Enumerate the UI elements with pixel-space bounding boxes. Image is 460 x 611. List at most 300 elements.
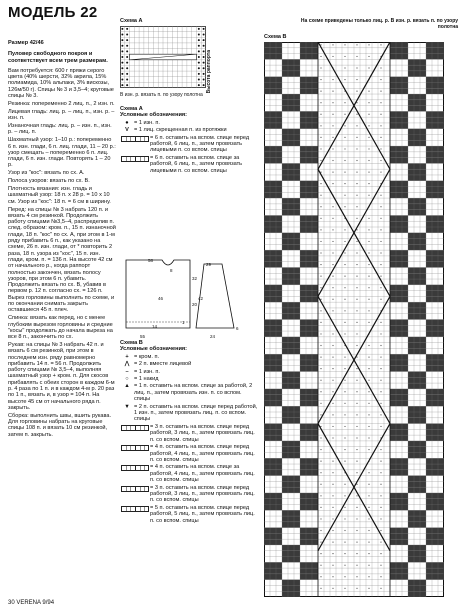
purl-dot (126, 33, 128, 35)
purl-cell (306, 181, 312, 187)
purl-cell (432, 389, 438, 395)
purl-cell (294, 233, 300, 239)
purl-dot (121, 33, 123, 35)
purl-cell (276, 331, 282, 337)
dimension-label: 42 (198, 296, 204, 301)
purl-cell (306, 262, 312, 268)
purl-cell (438, 331, 444, 337)
stitch-symbol-icon: ● (125, 119, 129, 126)
purl-cell (402, 48, 408, 54)
purl-dot (344, 530, 345, 531)
purl-cell (420, 59, 426, 65)
purl-cell (390, 42, 396, 48)
purl-dot (332, 264, 333, 265)
purl-cell (396, 354, 402, 360)
purl-cell (282, 308, 288, 314)
purl-cell (420, 481, 426, 487)
purl-cell (414, 314, 420, 320)
purl-cell (420, 279, 426, 285)
purl-cell (282, 135, 288, 141)
purl-cell (282, 198, 288, 204)
purl-cell (396, 192, 402, 198)
purl-cell (438, 400, 444, 406)
purl-dot (344, 368, 345, 369)
purl-dot (320, 241, 321, 242)
purl-dot (344, 276, 345, 277)
purl-cell (306, 123, 312, 129)
purl-cell (312, 533, 318, 539)
purl-cell (426, 152, 432, 158)
purl-dot (344, 576, 345, 577)
purl-cell (294, 377, 300, 383)
purl-dot (380, 391, 381, 392)
purl-cell (432, 54, 438, 60)
purl-dot (368, 252, 369, 253)
purl-cell (408, 447, 414, 453)
purl-cell (264, 505, 270, 511)
purl-cell (402, 291, 408, 297)
legend-a-text: = 6 п. оставить на вспом. спице за работой, 6 лиц. п., затем провязать лицевыми п. со вспом. спицы (150, 154, 243, 174)
purl-cell (264, 82, 270, 88)
purl-dot (198, 33, 200, 35)
purl-dot (344, 310, 345, 311)
purl-cell (312, 158, 318, 164)
purl-cell (300, 146, 306, 152)
purl-cell (414, 302, 420, 308)
purl-cell (270, 458, 276, 464)
purl-cell (270, 111, 276, 117)
purl-dot (344, 322, 345, 323)
purl-cell (264, 221, 270, 227)
purl-cell (396, 360, 402, 366)
purl-dot (356, 391, 357, 392)
purl-cell (306, 88, 312, 94)
purl-cell (264, 320, 270, 326)
purl-dot (356, 588, 357, 589)
purl-dot (320, 403, 321, 404)
purl-cell (414, 204, 420, 210)
purl-cell (438, 88, 444, 94)
purl-cell (390, 464, 396, 470)
purl-cell (432, 262, 438, 268)
purl-cell (396, 48, 402, 54)
purl-cell (282, 510, 288, 516)
purl-dot (356, 380, 357, 381)
purl-dot (203, 39, 205, 41)
purl-cell (282, 377, 288, 383)
paragraph: Полоса узоров: вязать по сх. В. (8, 178, 90, 185)
purl-cell (264, 88, 270, 94)
purl-cell (288, 302, 294, 308)
purl-cell (294, 198, 300, 204)
purl-cell (408, 337, 414, 343)
purl-cell (294, 267, 300, 273)
purl-cell (396, 470, 402, 476)
purl-cell (300, 158, 306, 164)
purl-cell (306, 366, 312, 372)
legend-a (120, 106, 258, 175)
purl-cell (396, 215, 402, 221)
purl-cell (432, 435, 438, 441)
purl-cell (390, 123, 396, 129)
purl-cell (390, 568, 396, 574)
purl-cell (312, 574, 318, 580)
purl-cell (420, 71, 426, 77)
purl-cell (438, 539, 444, 545)
purl-cell (288, 308, 294, 314)
purl-cell (402, 77, 408, 83)
purl-cell (282, 267, 288, 273)
purl-cell (396, 435, 402, 441)
purl-cell (276, 285, 282, 291)
purl-cell (408, 452, 414, 458)
legend-b-item (120, 505, 258, 524)
purl-dot (368, 241, 369, 242)
purl-cell (408, 106, 414, 112)
purl-dot (380, 91, 381, 92)
purl-cell (396, 429, 402, 435)
purl-dot (344, 252, 345, 253)
purl-cell (300, 424, 306, 430)
purl-cell (276, 505, 282, 511)
purl-cell (390, 54, 396, 60)
purl-cell (408, 551, 414, 557)
purl-cell (300, 505, 306, 511)
purl-dot (320, 472, 321, 473)
purl-cell (438, 458, 444, 464)
purl-cell (312, 88, 318, 94)
purl-cell (306, 528, 312, 534)
purl-cell (414, 343, 420, 349)
purl-cell (426, 77, 432, 83)
purl-dot (356, 553, 357, 554)
purl-cell (396, 152, 402, 158)
purl-cell (408, 510, 414, 516)
purl-cell (312, 187, 318, 193)
purl-dot (368, 137, 369, 138)
purl-dot (320, 195, 321, 196)
purl-cell (426, 117, 432, 123)
purl-cell (414, 135, 420, 141)
purl-cell (264, 227, 270, 233)
purl-dot (380, 299, 381, 300)
purl-cell (408, 545, 414, 551)
purl-cell (426, 42, 432, 48)
purl-cell (300, 82, 306, 88)
purl-cell (408, 169, 414, 175)
legend-a-item (120, 135, 258, 154)
legend-b-text: = 4 п. оставить на вспом. спице за работой, 4 лиц. п., затем провязать лиц. п. со вспом. спицы (150, 464, 255, 484)
purl-cell (264, 152, 270, 158)
purl-cell (306, 470, 312, 476)
purl-dot (320, 588, 321, 589)
legend-b-text: = 1 п. оставить на вспом. спице за работой, 2 лиц. п., затем провязать изн. п. со вспом. спицы (134, 383, 253, 403)
purl-cell (288, 487, 294, 493)
purl-cell (426, 82, 432, 88)
purl-cell (396, 320, 402, 326)
purl-dot (356, 137, 357, 138)
purl-dot (121, 62, 123, 64)
purl-cell (414, 406, 420, 412)
purl-dot (203, 33, 205, 35)
legend-b-item (120, 383, 258, 402)
purl-dot (203, 56, 205, 58)
purl-dot (356, 67, 357, 68)
legend-a-subtitle: Условные обозначения: (120, 112, 188, 119)
purl-dot (368, 380, 369, 381)
purl-dot (332, 518, 333, 519)
purl-cell (390, 325, 396, 331)
purl-dot (198, 39, 200, 41)
purl-cell (396, 291, 402, 297)
purl-cell (276, 354, 282, 360)
purl-cell (402, 574, 408, 580)
purl-dot (368, 345, 369, 346)
purl-cell (414, 94, 420, 100)
purl-cell (288, 129, 294, 135)
purl-cell (414, 441, 420, 447)
purl-cell (426, 499, 432, 505)
purl-cell (402, 389, 408, 395)
purl-cell (438, 464, 444, 470)
purl-cell (402, 464, 408, 470)
purl-cell (414, 591, 420, 597)
legend-b-item (120, 424, 258, 443)
purl-cell (270, 42, 276, 48)
purl-cell (420, 175, 426, 181)
purl-dot (380, 276, 381, 277)
purl-cell (426, 88, 432, 94)
purl-dot (356, 195, 357, 196)
purl-cell (420, 302, 426, 308)
purl-cell (312, 366, 318, 372)
purl-dot (332, 91, 333, 92)
purl-cell (288, 452, 294, 458)
purl-dot (198, 73, 200, 75)
purl-cell (276, 458, 282, 464)
chart-a-bottom-label: В изн. р. вязать п. по узору полотна (120, 92, 203, 98)
purl-dot (320, 91, 321, 92)
purl-cell (414, 273, 420, 279)
purl-cell (408, 481, 414, 487)
purl-cell (402, 470, 408, 476)
purl-cell (282, 372, 288, 378)
purl-cell (288, 383, 294, 389)
purl-dot (344, 137, 345, 138)
purl-cell (270, 88, 276, 94)
purl-cell (294, 412, 300, 418)
purl-cell (300, 562, 306, 568)
purl-cell (294, 129, 300, 135)
purl-dot (368, 287, 369, 288)
purl-dot (344, 403, 345, 404)
purl-cell (390, 256, 396, 262)
purl-cell (282, 452, 288, 458)
purl-cell (390, 187, 396, 193)
purl-cell (306, 539, 312, 545)
purl-dot (344, 241, 345, 242)
purl-cell (402, 395, 408, 401)
purl-cell (282, 279, 288, 285)
purl-cell (294, 210, 300, 216)
purl-cell (270, 574, 276, 580)
purl-cell (396, 221, 402, 227)
purl-cell (432, 528, 438, 534)
purl-cell (270, 470, 276, 476)
purl-dot (368, 67, 369, 68)
purl-cell (438, 123, 444, 129)
legend-b-text: = 1 накид (134, 376, 159, 383)
purl-dot (332, 472, 333, 473)
purl-dot (332, 229, 333, 230)
purl-dot (332, 276, 333, 277)
purl-cell (408, 94, 414, 100)
purl-cell (432, 146, 438, 152)
purl-dot (344, 588, 345, 589)
purl-dot (320, 333, 321, 334)
purl-cell (276, 48, 282, 54)
purl-dot (320, 553, 321, 554)
purl-cell (270, 354, 276, 360)
purl-cell (300, 499, 306, 505)
purl-cell (438, 325, 444, 331)
purl-dot (332, 333, 333, 334)
purl-dot (356, 91, 357, 92)
purl-cell (432, 117, 438, 123)
purl-cell (306, 458, 312, 464)
purl-cell (432, 533, 438, 539)
purl-dot (368, 322, 369, 323)
purl-cell (294, 106, 300, 112)
purl-dot (380, 79, 381, 80)
purl-cell (282, 447, 288, 453)
purl-cell (396, 117, 402, 123)
purl-dot (320, 310, 321, 311)
purl-cell (306, 400, 312, 406)
purl-cell (390, 528, 396, 534)
purl-dot (380, 461, 381, 462)
dimension-label: 1 (182, 320, 185, 325)
purl-cell (402, 331, 408, 337)
purl-cell (282, 129, 288, 135)
cable-symbol-icon (120, 155, 150, 164)
purl-cell (300, 568, 306, 574)
legend-a-text: = 1 изн. п. (134, 119, 160, 126)
purl-cell (300, 291, 306, 297)
purl-dot (332, 206, 333, 207)
purl-cell (288, 447, 294, 453)
purl-dot (344, 461, 345, 462)
purl-cell (408, 522, 414, 528)
purl-dot (332, 356, 333, 357)
purl-dot (344, 79, 345, 80)
purl-cell (288, 169, 294, 175)
purl-cell (276, 82, 282, 88)
purl-dot (368, 588, 369, 589)
purl-cell (270, 262, 276, 268)
purl-cell (300, 464, 306, 470)
purl-cell (264, 562, 270, 568)
purl-cell (294, 487, 300, 493)
purl-cell (414, 377, 420, 383)
purl-cell (306, 152, 312, 158)
purl-cell (264, 54, 270, 60)
purl-cell (306, 227, 312, 233)
purl-dot (344, 114, 345, 115)
purl-cell (432, 187, 438, 193)
purl-cell (420, 348, 426, 354)
purl-cell (432, 152, 438, 158)
stitch-symbol-icon: ▲ (124, 383, 130, 390)
purl-cell (264, 48, 270, 54)
purl-cell (282, 522, 288, 528)
purl-cell (420, 94, 426, 100)
purl-cell (300, 117, 306, 123)
purl-cell (402, 429, 408, 435)
purl-cell (420, 135, 426, 141)
purl-cell (408, 129, 414, 135)
purl-cell (432, 221, 438, 227)
purl-dot (126, 84, 128, 86)
purl-cell (288, 412, 294, 418)
purl-cell (312, 192, 318, 198)
purl-cell (294, 406, 300, 412)
purl-cell (420, 233, 426, 239)
purl-cell (288, 65, 294, 71)
purl-cell (408, 267, 414, 273)
purl-dot (203, 84, 205, 86)
purl-dot (320, 79, 321, 80)
purl-cell (306, 533, 312, 539)
purl-dot (332, 287, 333, 288)
purl-cell (432, 325, 438, 331)
purl-dot (356, 461, 357, 462)
purl-cell (408, 308, 414, 314)
purl-dot (344, 449, 345, 450)
purl-cell (294, 557, 300, 563)
purl-dot (380, 218, 381, 219)
purl-cell (300, 192, 306, 198)
purl-cell (402, 42, 408, 48)
purl-cell (264, 568, 270, 574)
purl-cell (270, 562, 276, 568)
purl-cell (420, 308, 426, 314)
purl-cell (414, 233, 420, 239)
paragraph: Резинка: попеременно 2 лиц. п., 2 изн. п. (8, 100, 115, 107)
purl-cell (294, 94, 300, 100)
purl-cell (294, 308, 300, 314)
purl-cell (396, 296, 402, 302)
purl-cell (288, 59, 294, 65)
purl-cell (300, 111, 306, 117)
purl-cell (270, 499, 276, 505)
purl-cell (312, 325, 318, 331)
purl-dot (332, 380, 333, 381)
purl-cell (396, 158, 402, 164)
purl-cell (402, 54, 408, 60)
purl-cell (390, 250, 396, 256)
purl-dot (368, 565, 369, 566)
purl-cell (396, 77, 402, 83)
purl-cell (282, 71, 288, 77)
purl-cell (438, 360, 444, 366)
purl-cell (306, 435, 312, 441)
purl-cell (390, 458, 396, 464)
purl-dot (126, 67, 128, 69)
purl-cell (264, 400, 270, 406)
purl-cell (312, 262, 318, 268)
purl-cell (432, 158, 438, 164)
